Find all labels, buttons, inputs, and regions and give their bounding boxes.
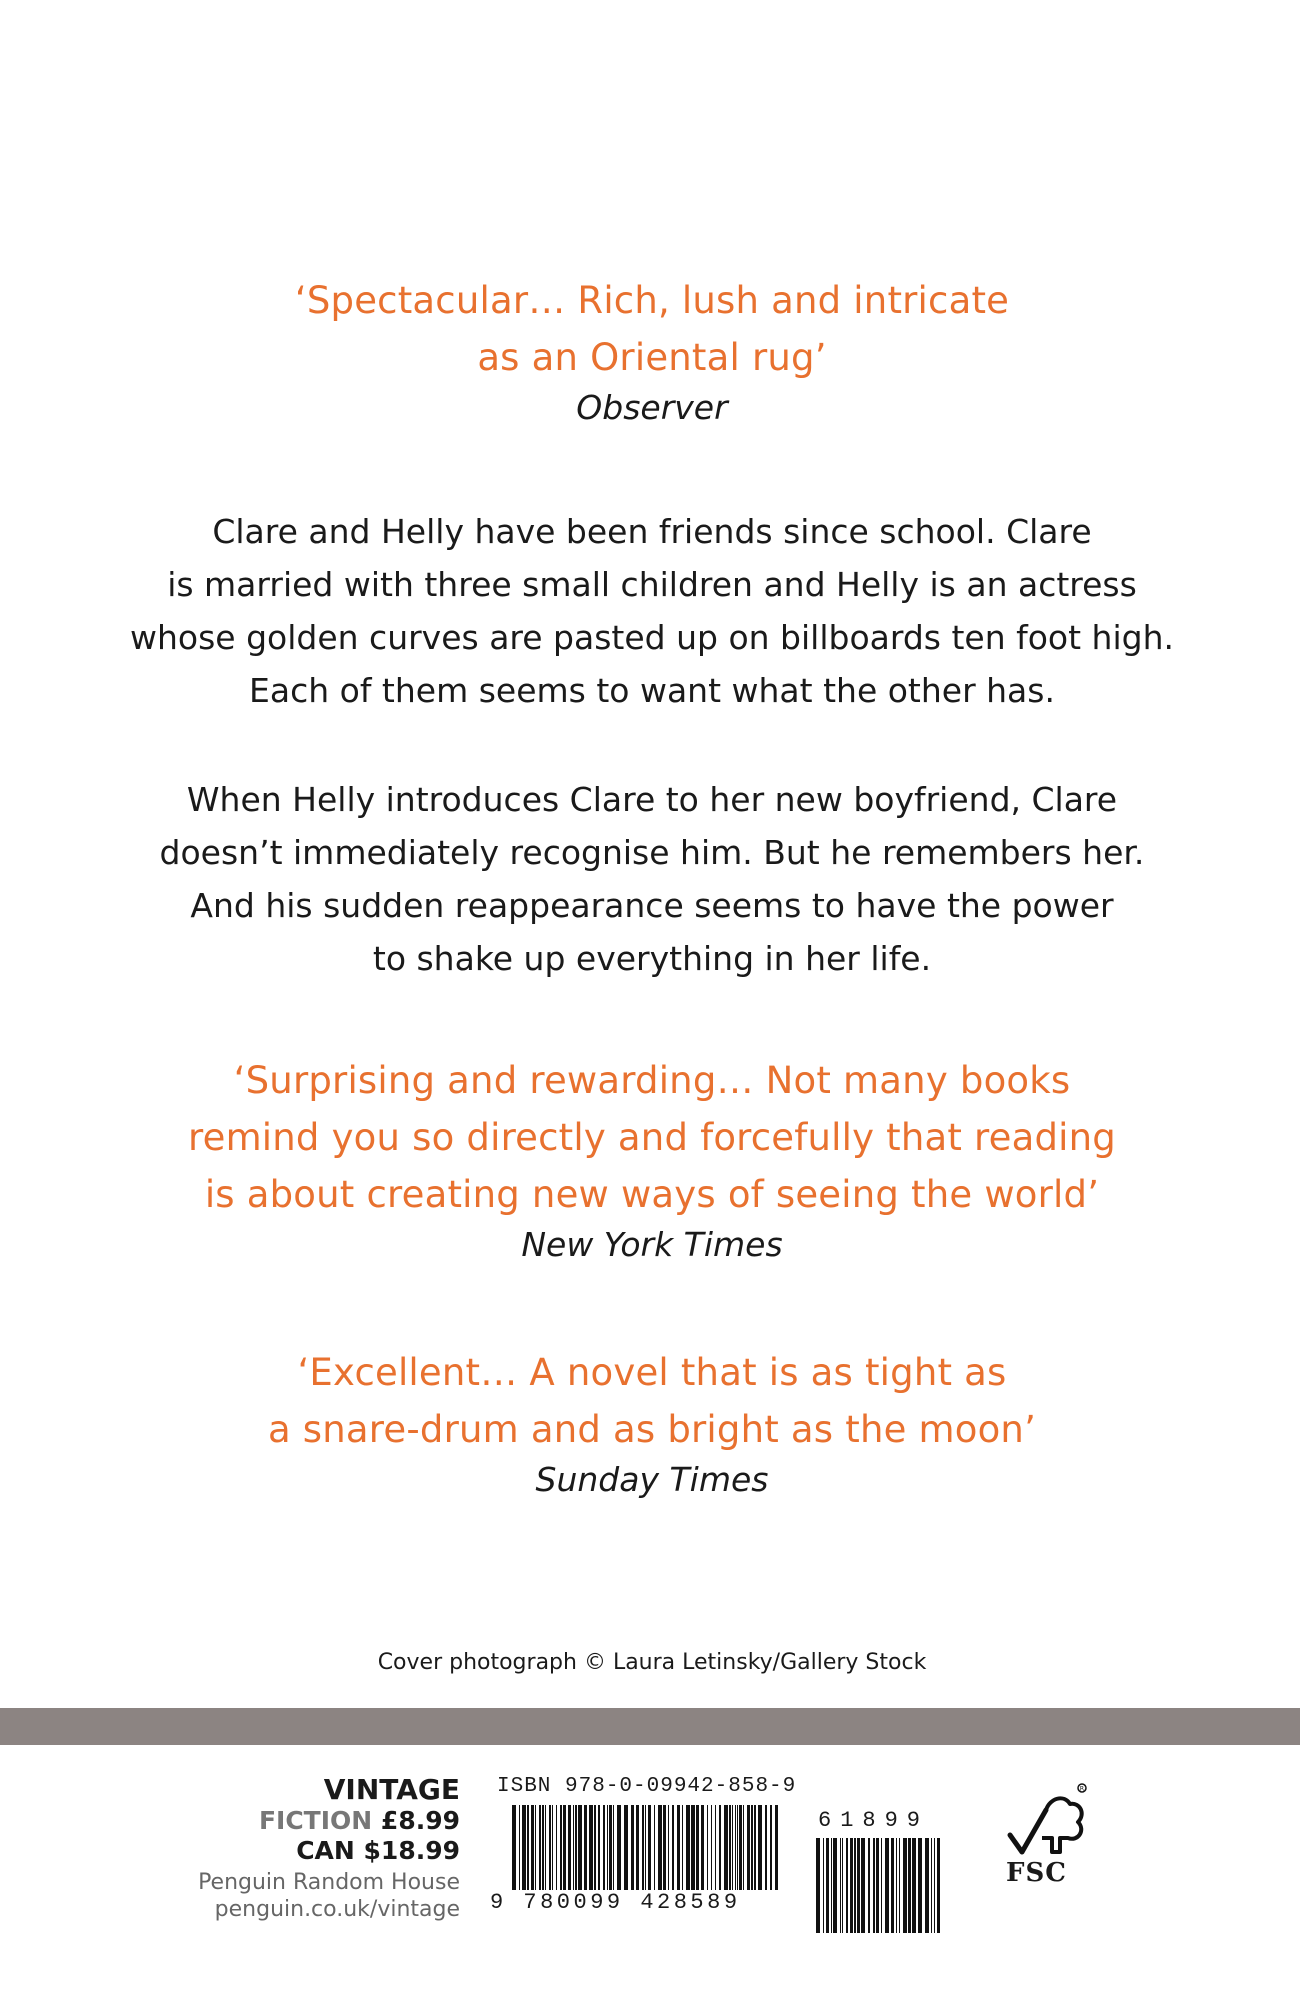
barcode-bar [770,1805,772,1890]
barcode-bar [563,1805,566,1890]
quote-source: Observer [576,388,728,427]
barcode-digits: 9 780099 428589 [490,1890,741,1915]
barcode-bar [658,1805,662,1890]
barcode-bar [682,1805,683,1890]
blurb-line: Each of them seems to want what the other has. [249,671,1055,710]
barcode-bar [522,1805,526,1890]
barcode-bar [603,1805,605,1890]
barcode-bar [857,1838,860,1933]
blurb-line: whose golden curves are pasted up on billboards ten foot high. [130,618,1174,657]
barcode-bar [645,1805,646,1890]
barcode-bar [707,1805,708,1890]
barcode-bar [842,1838,843,1933]
barcode-bar [686,1805,690,1890]
barcode-bar [931,1838,932,1933]
publisher-house: Penguin Random House [198,1870,460,1895]
barcode-bar [691,1805,695,1890]
blurb-line: When Helly introduces Clare to her new boyfriend, Clare [186,780,1118,819]
blurb-line: And his sudden reappearance seems to have the power [190,886,1114,925]
barcode-bar [715,1805,716,1890]
price-uk: £8.99 [380,1806,460,1835]
barcode-bar [918,1838,922,1933]
barcode-bar [573,1805,574,1890]
barcode-bar [568,1805,571,1890]
barcode-bar [527,1805,529,1890]
barcode-bar [552,1805,553,1890]
barcode-bar [925,1838,929,1933]
barcode-bar [556,1805,557,1890]
barcode-bar [899,1838,900,1933]
barcode-bar [589,1805,593,1890]
barcode-bar [751,1805,753,1890]
barcode-bar [885,1838,889,1933]
barcode-bar [823,1838,824,1933]
divider-bar [0,1708,1300,1745]
barcode-bar [677,1805,680,1890]
barcode-bar [545,1805,546,1890]
barcode-bar [754,1805,756,1890]
barcode-bar [775,1805,778,1890]
fsc-label: FSC [1006,1858,1067,1888]
barcode-bar [696,1805,699,1890]
barcode-bar [765,1805,767,1890]
barcode-bar [881,1838,882,1933]
quote-line: ‘Surprising and rewarding… Not many books [233,1059,1071,1102]
publisher-url: penguin.co.uk/vintage [214,1897,460,1922]
barcode-bar [539,1805,541,1890]
barcode-bar [729,1805,731,1890]
svg-text:R: R [1079,1785,1085,1793]
addon-barcode-icon [816,1838,946,1933]
barcode-bar [833,1838,837,1933]
addon-digits: 61899 [818,1808,930,1833]
barcode-bar [831,1838,832,1933]
barcode-bar [636,1805,639,1890]
barcode-bar [876,1838,879,1933]
barcode-bar [617,1805,621,1890]
quote-sunday-times [0,1344,1304,1500]
cover-photo-credit: Cover photograph © Laura Letinsky/Gallery Stock [377,1650,927,1675]
barcode-bar [826,1838,829,1933]
barcode-bar [732,1805,733,1890]
barcode-bar [891,1838,894,1933]
barcode-bar [512,1805,516,1890]
barcode-bar [739,1805,742,1890]
barcode-bar [598,1805,600,1890]
quote-text [0,272,1304,386]
quote-text [0,1052,1304,1223]
imprint-block [140,1773,460,1923]
quote-new-york-times [0,1052,1304,1265]
barcode-bar [560,1805,562,1890]
quote-line: ‘Spectacular… Rich, lush and intricate [294,279,1010,322]
barcode-bar [519,1805,520,1890]
barcode-bar [624,1805,628,1890]
quote-source: New York Times [521,1225,783,1264]
barcode-bar [575,1805,577,1890]
barcode-bar [701,1805,704,1890]
quote-observer [0,272,1304,428]
barcode-bar [868,1838,870,1933]
quote-line: a snare-drum and as bright as the moon’ [267,1408,1037,1451]
publisher-name: VINTAGE [323,1773,460,1806]
blurb-line: Clare and Helly have been friends since school. Clare [212,512,1092,551]
barcode-bar [850,1838,853,1933]
barcode-bar [840,1838,841,1933]
price-can: CAN $18.99 [296,1836,460,1865]
barcode-bar [896,1838,897,1933]
barcode-icon [512,1805,782,1890]
isbn-text: ISBN 978-0-09942-858-9 [497,1775,797,1798]
barcode-bar [743,1805,744,1890]
barcode-bar [735,1805,736,1890]
barcode-bar [672,1805,674,1890]
barcode-bar [737,1805,738,1890]
barcode-bar [542,1805,544,1890]
blurb-line: is married with three small children and Helly is an actress [167,565,1137,604]
barcode-bar [912,1838,916,1933]
barcode-bar [846,1838,848,1933]
blurb-paragraph-1 [0,505,1304,717]
quote-source: Sunday Times [535,1460,769,1499]
barcode-bar [648,1805,651,1890]
barcode-bar [854,1838,856,1933]
barcode-bar [711,1805,712,1890]
quote-line: is about creating new ways of seeing the world’ [204,1173,1100,1216]
barcode-bar [747,1805,750,1890]
blurb-paragraph-2 [0,773,1304,985]
barcode-bar [654,1805,655,1890]
blurb-line: to shake up everything in her life. [372,939,932,978]
barcode-bar [908,1838,911,1933]
barcode-bar [663,1805,666,1890]
barcode-bar [937,1838,940,1933]
barcode-bar [613,1805,614,1890]
barcode-bar [578,1805,582,1890]
barcode-bar [642,1805,644,1890]
barcode-bar [861,1838,865,1933]
barcode-bar [758,1805,762,1890]
category-price [140,1806,460,1836]
quote-line: as an Oriental rug’ [477,336,827,379]
barcode-bar [816,1838,820,1933]
quote-line: remind you so directly and forcefully that reading [188,1116,1116,1159]
quote-text [0,1344,1304,1458]
barcode-bar [594,1805,596,1890]
barcode-bar [607,1805,608,1890]
blurb-line: doesn’t immediately recognise him. But he remembers her. [159,833,1145,872]
barcode-bar [549,1805,551,1890]
category-label: FICTION [258,1806,373,1835]
barcode-bar [934,1838,935,1933]
barcode-bar [668,1805,669,1890]
barcode-bar [724,1805,728,1890]
barcode-bar [873,1838,875,1933]
barcode-bar [631,1805,634,1890]
quote-line: ‘Excellent… A novel that is as tight as [297,1351,1007,1394]
barcode-bar [531,1805,534,1890]
barcode-bar [609,1805,612,1890]
barcode-bar [719,1805,721,1890]
barcode-bar [903,1838,907,1933]
barcode-bar [535,1805,536,1890]
barcode-bar [584,1805,587,1890]
